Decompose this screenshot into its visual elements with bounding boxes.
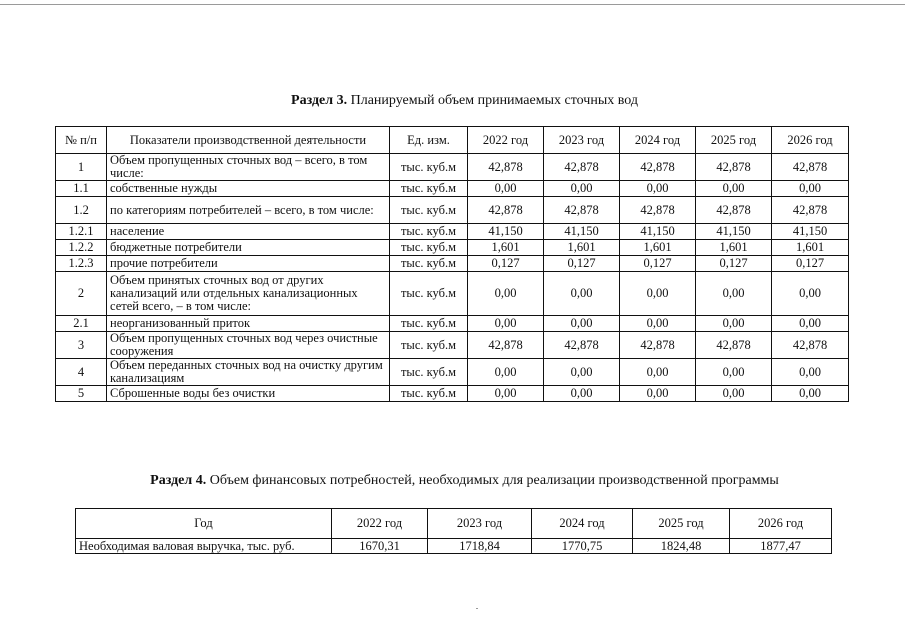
- indicator-name: Сброшенные воды без очистки: [107, 386, 390, 402]
- value-2026: 1,601: [772, 240, 849, 256]
- indicator-name: Объем переданных сточных вод на очистку другим канализациям: [107, 359, 390, 386]
- col-header-indicator: Показатели производственной деятельности: [107, 127, 390, 154]
- value-2024: 0,00: [620, 272, 696, 316]
- section-4-heading: [12, 473, 905, 489]
- unit: тыс. куб.м: [390, 224, 468, 240]
- col-header-2022: 2022 год: [468, 127, 544, 154]
- row-number: 1.2.2: [56, 240, 107, 256]
- table-row: [56, 256, 849, 272]
- row-number: 1: [56, 154, 107, 181]
- value-2025: 0,127: [696, 256, 772, 272]
- value-2023: 42,878: [544, 154, 620, 181]
- value-2023: 0,00: [544, 359, 620, 386]
- value-2023: 41,150: [544, 224, 620, 240]
- unit: тыс. куб.м: [390, 154, 468, 181]
- value-2024: 42,878: [620, 332, 696, 359]
- value-2024: 0,00: [620, 359, 696, 386]
- indicator-name: Объем пропущенных сточных вод – всего, в том числе:: [107, 154, 390, 181]
- value-2022: 41,150: [468, 224, 544, 240]
- value-2023: 0,00: [544, 316, 620, 332]
- value-2024: 41,150: [620, 224, 696, 240]
- indicator-name: Необходимая валовая выручка, тыс. руб.: [76, 539, 332, 554]
- value-2024: 1770,75: [532, 539, 633, 554]
- indicator-name: неорганизованный приток: [107, 316, 390, 332]
- section-4-label: Раздел 4.: [150, 473, 207, 488]
- value-2024: 0,00: [620, 181, 696, 197]
- table-header-row: [56, 127, 849, 154]
- value-2023: 1,601: [544, 240, 620, 256]
- value-2026: 42,878: [772, 154, 849, 181]
- value-2023: 42,878: [544, 197, 620, 224]
- unit: тыс. куб.м: [390, 359, 468, 386]
- scan-speck: [476, 608, 478, 609]
- unit: тыс. куб.м: [390, 240, 468, 256]
- value-2023: 42,878: [544, 332, 620, 359]
- value-2024: 42,878: [620, 197, 696, 224]
- col-header-2026: 2026 год: [730, 509, 832, 539]
- value-2025: 0,00: [696, 272, 772, 316]
- value-2026: 0,00: [772, 359, 849, 386]
- scan-top-edge: [0, 4, 905, 5]
- value-2022: 42,878: [468, 154, 544, 181]
- row-number: 1.2.1: [56, 224, 107, 240]
- row-number: 1.2.3: [56, 256, 107, 272]
- value-2026: 41,150: [772, 224, 849, 240]
- value-2024: 0,00: [620, 316, 696, 332]
- value-2025: 42,878: [696, 197, 772, 224]
- value-2024: 1,601: [620, 240, 696, 256]
- indicator-name: собственные нужды: [107, 181, 390, 197]
- section-3-heading: [12, 93, 905, 109]
- col-header-2024: 2024 год: [532, 509, 633, 539]
- value-2026: 42,878: [772, 332, 849, 359]
- row-number: 1.1: [56, 181, 107, 197]
- row-number: 2: [56, 272, 107, 316]
- value-2024: 42,878: [620, 154, 696, 181]
- col-header-year: Год: [76, 509, 332, 539]
- table-row: [56, 386, 849, 402]
- value-2026: 0,127: [772, 256, 849, 272]
- value-2022: 42,878: [468, 197, 544, 224]
- value-2025: 0,00: [696, 316, 772, 332]
- col-header-2025: 2025 год: [633, 509, 730, 539]
- row-number: 1.2: [56, 197, 107, 224]
- financial-needs-table: [75, 508, 832, 554]
- value-2022: 1,601: [468, 240, 544, 256]
- table-row: [56, 240, 849, 256]
- unit: тыс. куб.м: [390, 181, 468, 197]
- value-2025: 0,00: [696, 386, 772, 402]
- value-2022: 0,00: [468, 316, 544, 332]
- indicator-name: бюджетные потребители: [107, 240, 390, 256]
- value-2025: 41,150: [696, 224, 772, 240]
- col-header-2024: 2024 год: [620, 127, 696, 154]
- value-2023: 1718,84: [428, 539, 532, 554]
- table-header-row: [76, 509, 832, 539]
- table-row: [56, 272, 849, 316]
- col-header-2026: 2026 год: [772, 127, 849, 154]
- value-2025: 0,00: [696, 181, 772, 197]
- table-row: [56, 316, 849, 332]
- value-2026: 42,878: [772, 197, 849, 224]
- value-2022: 0,00: [468, 359, 544, 386]
- col-header-2022: 2022 год: [332, 509, 428, 539]
- indicator-name: Объем пропущенных сточных вод через очистные сооружения: [107, 332, 390, 359]
- unit: тыс. куб.м: [390, 197, 468, 224]
- value-2022: 0,00: [468, 386, 544, 402]
- col-header-2023: 2023 год: [428, 509, 532, 539]
- table-row: [76, 539, 832, 554]
- value-2026: 0,00: [772, 316, 849, 332]
- value-2026: 1877,47: [730, 539, 832, 554]
- value-2024: 0,00: [620, 386, 696, 402]
- value-2022: 1670,31: [332, 539, 428, 554]
- value-2025: 0,00: [696, 359, 772, 386]
- value-2025: 42,878: [696, 332, 772, 359]
- unit: тыс. куб.м: [390, 316, 468, 332]
- indicator-name: по категориям потребителей – всего, в том числе:: [107, 197, 390, 224]
- unit: тыс. куб.м: [390, 386, 468, 402]
- table-row: [56, 154, 849, 181]
- table-row: [56, 224, 849, 240]
- value-2023: 0,00: [544, 386, 620, 402]
- col-header-unit: Ед. изм.: [390, 127, 468, 154]
- value-2022: 0,127: [468, 256, 544, 272]
- value-2023: 0,127: [544, 256, 620, 272]
- col-header-number: № п/п: [56, 127, 107, 154]
- row-number: 4: [56, 359, 107, 386]
- section-3-title: Планируемый объем принимаемых сточных вод: [347, 93, 638, 108]
- indicator-name: население: [107, 224, 390, 240]
- col-header-2025: 2025 год: [696, 127, 772, 154]
- row-number: 3: [56, 332, 107, 359]
- value-2022: 0,00: [468, 181, 544, 197]
- value-2023: 0,00: [544, 272, 620, 316]
- indicator-name: Объем принятых сточных вод от других канализаций или отдельных канализационных сетей всего, – в том числе:: [107, 272, 390, 316]
- table-row: [56, 181, 849, 197]
- unit: тыс. куб.м: [390, 256, 468, 272]
- col-header-2023: 2023 год: [544, 127, 620, 154]
- value-2022: 42,878: [468, 332, 544, 359]
- table-row: [56, 359, 849, 386]
- section-4-title: Объем финансовых потребностей, необходимых для реализации производственной программы: [206, 473, 779, 488]
- planned-wastewater-volume-table: [55, 126, 849, 402]
- value-2026: 0,00: [772, 386, 849, 402]
- value-2023: 0,00: [544, 181, 620, 197]
- unit: тыс. куб.м: [390, 272, 468, 316]
- indicator-name: прочие потребители: [107, 256, 390, 272]
- value-2026: 0,00: [772, 181, 849, 197]
- section-3-label: Раздел 3.: [291, 93, 348, 108]
- value-2025: 1824,48: [633, 539, 730, 554]
- row-number: 2.1: [56, 316, 107, 332]
- value-2025: 42,878: [696, 154, 772, 181]
- row-number: 5: [56, 386, 107, 402]
- table-row: [56, 197, 849, 224]
- value-2025: 1,601: [696, 240, 772, 256]
- table-row: [56, 332, 849, 359]
- value-2024: 0,127: [620, 256, 696, 272]
- value-2026: 0,00: [772, 272, 849, 316]
- unit: тыс. куб.м: [390, 332, 468, 359]
- value-2022: 0,00: [468, 272, 544, 316]
